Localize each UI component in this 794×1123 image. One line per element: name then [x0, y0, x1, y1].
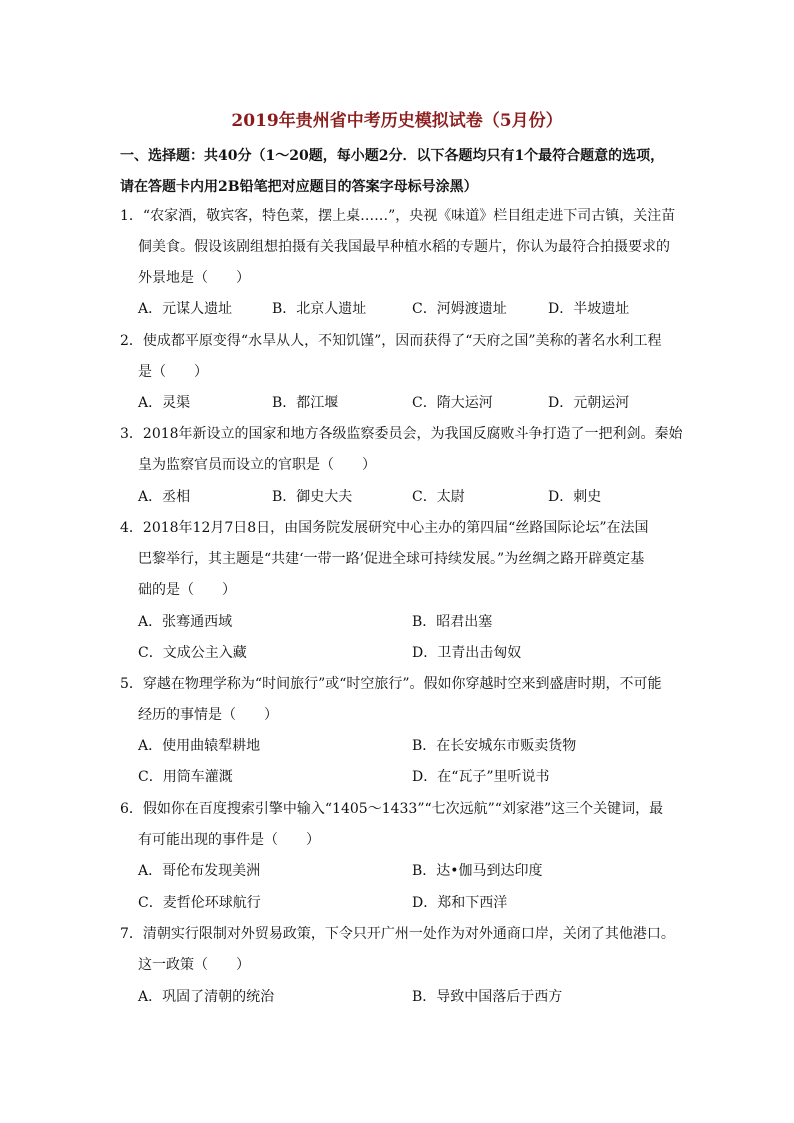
option-b: B．都江堰	[272, 395, 339, 411]
question-text-line: 这一政策（ ）	[138, 957, 250, 973]
question-text-line: 5．穿越在物理学称为“时间旅行”或“时空旅行”。假如你穿越时空来到盛唐时期，不可能	[120, 676, 662, 692]
option-c: C．河姆渡遗址	[412, 301, 507, 317]
question-text-line: 皇为监察官员而设立的官职是（ ）	[138, 457, 376, 473]
question-text-line: 侗美食。假设该剧组想拍摄有关我国最早种植水稻的专题片，你认为最符合拍摄要求的	[138, 239, 670, 255]
option-b: B．御史大夫	[272, 489, 353, 505]
question-text-line: 1．“农家酒，敬宾客，特色菜，摆上桌……”，央视《味道》栏目组走进下司古镇，关注苗	[120, 208, 676, 224]
question-text-line: 4．2018年12月7日8日，由国务院发展研究中心主办的第四届“丝路国际论坛”在法国	[120, 520, 649, 536]
option-c: C．麦哲伦环球航行	[138, 895, 261, 911]
option-d: D．卫青出击匈奴	[412, 645, 522, 661]
option-d: D．在“瓦子”里听说书	[412, 769, 550, 785]
option-b: B．导致中国落后于西方	[412, 989, 563, 1005]
question-text-line: 7．清朝实行限制对外贸易政策，下令只开广州一处作为对外通商口岸，关闭了其他港口。	[120, 926, 675, 942]
option-a: A．巩固了清朝的统治	[138, 989, 275, 1005]
section-heading-line-2: 请在答题卡内用2B铅笔把对应题目的答案字母标号涂黑）	[120, 179, 478, 195]
question-text-line: 2．使成都平原变得“水旱从人，不知饥馑”，因而获得了“天府之国”美称的著名水利工程	[120, 333, 662, 349]
question-text-line: 外景地是（ ）	[138, 270, 250, 286]
option-a: A．张骞通西域	[138, 614, 233, 630]
option-a: A．丞相	[138, 489, 191, 505]
option-c: C．用筒车灌溉	[138, 769, 233, 785]
option-d: D．半坡遗址	[548, 301, 630, 317]
option-a: A．灵渠	[138, 395, 191, 411]
option-a: A．哥伦布发现美洲	[138, 863, 261, 879]
option-c: C．太尉	[412, 489, 465, 505]
option-c: C．隋大运河	[412, 395, 493, 411]
option-d: D．元朝运河	[548, 395, 630, 411]
question-text-line: 3．2018年新设立的国家和地方各级监察委员会，为我国反腐败斗争打造了一把利剑。秦始	[120, 426, 683, 442]
question-text-line: 6．假如你在百度搜索引擎中输入“1405～1433”“七次远航”“刘家港”这三个关键词，最	[120, 801, 664, 817]
question-text-line: 是（ ）	[138, 364, 208, 380]
option-d: D．郑和下西洋	[412, 895, 508, 911]
option-a: A．元谋人遗址	[138, 301, 233, 317]
exam-title: 2019年贵州省中考历史模拟试卷（5月份）	[231, 111, 563, 131]
question-text-line: 有可能出现的事件是（ ）	[138, 832, 320, 848]
question-text-line: 础的是（ ）	[138, 582, 236, 598]
option-c: C．文成公主入藏	[138, 645, 247, 661]
option-b: B．北京人遗址	[272, 301, 367, 317]
option-d: D．刺史	[548, 489, 602, 505]
section-heading-line-1: 一、选择题：共40分（1～20题，每小题2分．以下各题均只有1个最符合题意的选项，	[120, 148, 665, 164]
question-text-line: 经历的事情是（ ）	[138, 707, 278, 723]
question-text-line: 巴黎举行，其主题是“共建‘一带一路’促进全球可持续发展。”为丝绸之路开辟奠定基	[138, 551, 645, 567]
option-b: B．昭君出塞	[412, 614, 493, 630]
option-a: A．使用曲辕犁耕地	[138, 738, 261, 754]
option-b: B．在长安城东市贩卖货物	[412, 738, 577, 754]
option-b: B．达•伽马到达印度	[412, 863, 543, 879]
